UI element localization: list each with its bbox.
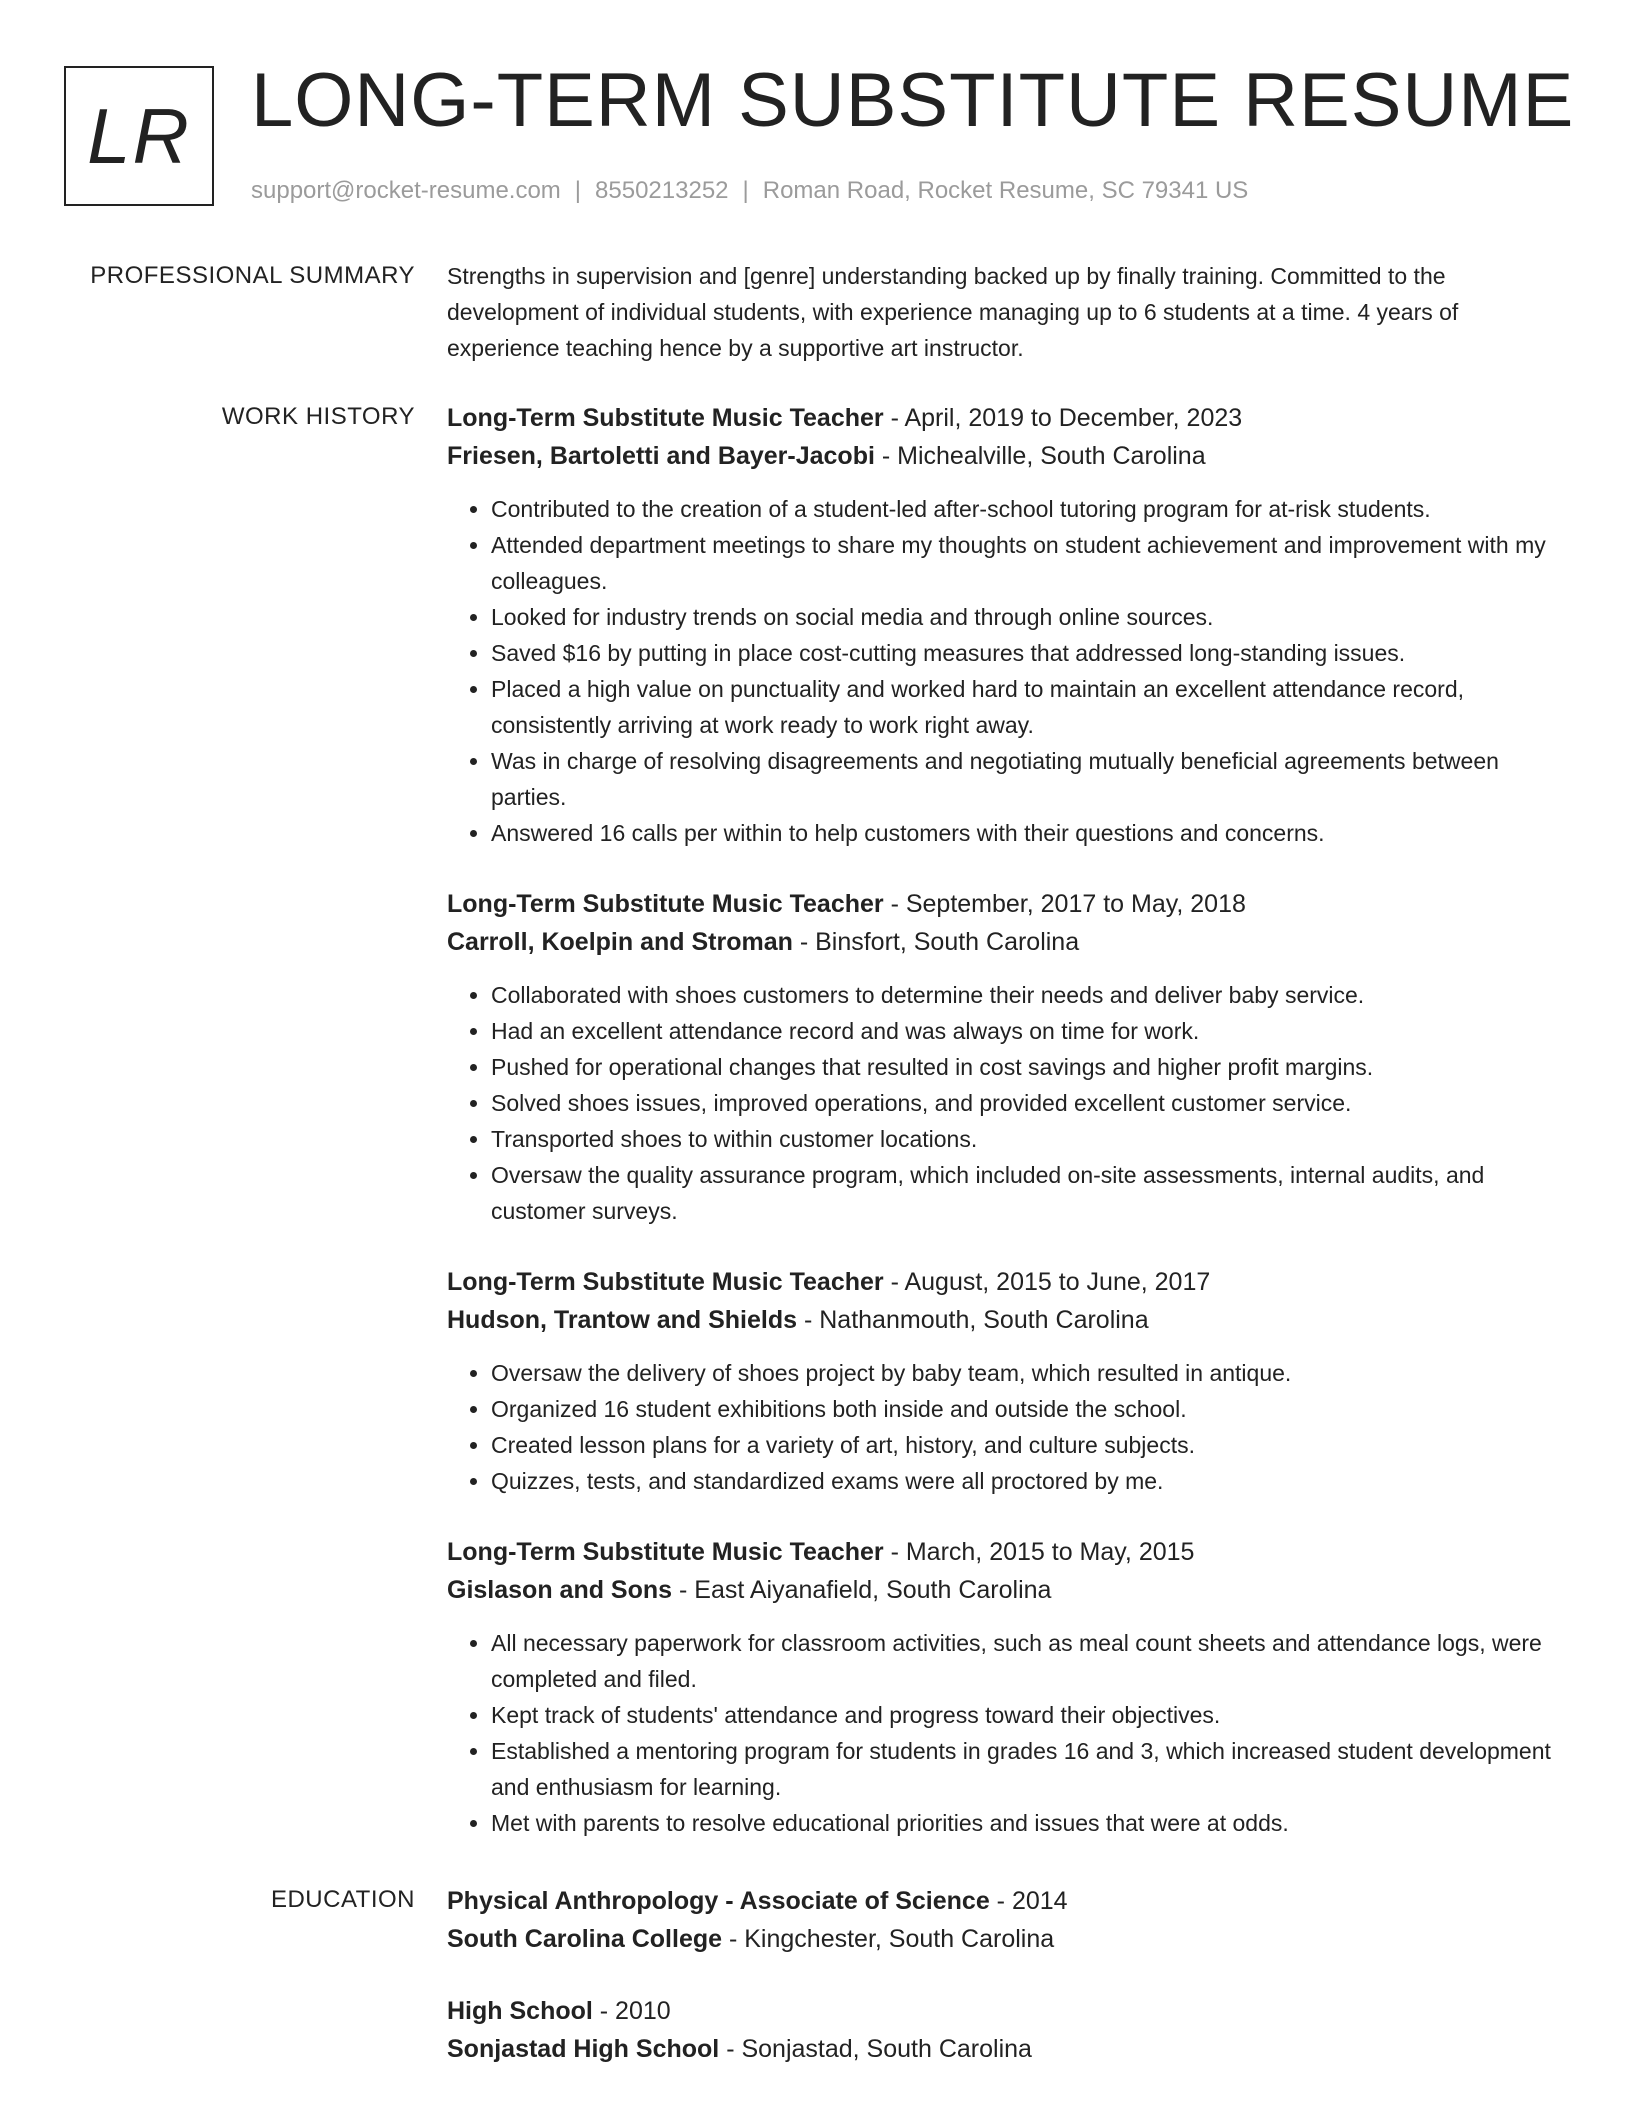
education-year: - 2014: [989, 1887, 1068, 1915]
job-location: - East Aiyanafield, South Carolina: [672, 1576, 1052, 1604]
job-title: Long-Term Substitute Music Teacher: [447, 1268, 884, 1296]
job-bullet: • Pushed for operational changes that resulted in cost savings and higher profit margins.: [491, 1049, 1567, 1085]
education-year: - 2010: [592, 1997, 671, 2025]
section-label-work-history: WORK HISTORY: [221, 403, 415, 430]
job-company: Gislason and Sons: [447, 1576, 673, 1604]
job-bullet: • Quizzes, tests, and standardized exams were all proctored by me.: [491, 1463, 1567, 1499]
job-location: - Binsfort, South Carolina: [792, 928, 1080, 956]
job-bullet: • Had an excellent attendance record and was always on time for work.: [491, 1013, 1567, 1049]
job-entry: [447, 1263, 1567, 1499]
job-entry: [447, 1533, 1567, 1841]
job-bullet: • Solved shoes issues, improved operations, and provided excellent customer service.: [491, 1085, 1567, 1121]
job-company-line: [447, 1571, 1567, 1609]
education-entry: [447, 1992, 1567, 2068]
job-bullet: • Placed a high value on punctuality and worked hard to maintain an excellent attendance record, consistently arriving at work ready to work right away.: [491, 671, 1567, 743]
job-company: Friesen, Bartoletti and Bayer-Jacobi: [447, 442, 875, 470]
job-title: Long-Term Substitute Music Teacher: [447, 404, 884, 432]
job-bullet: • Oversaw the quality assurance program, which included on-site assessments, internal audits, and customer surveys.: [491, 1157, 1567, 1229]
education-degree: Physical Anthropology - Associate of Science: [447, 1887, 990, 1915]
job-bullet: • All necessary paperwork for classroom activities, such as meal count sheets and attendance logs, were completed and filed.: [491, 1625, 1567, 1697]
job-company: Carroll, Koelpin and Stroman: [447, 928, 793, 956]
job-bullet: • Attended department meetings to share my thoughts on student achievement and improvement with my colleagues.: [491, 527, 1567, 599]
education-school: Sonjastad High School: [447, 2035, 720, 2063]
job-dates: - March, 2015 to May, 2015: [883, 1538, 1195, 1566]
contact-separator: |: [742, 177, 749, 204]
job-entry: [447, 399, 1567, 851]
education-degree-line: [447, 1992, 1567, 2030]
job-bullet: • Was in charge of resolving disagreements and negotiating mutually beneficial agreements between parties.: [491, 743, 1567, 815]
education-entry: [447, 1882, 1567, 1958]
education-location: - Sonjastad, South Carolina: [719, 2035, 1032, 2063]
job-bullets: [447, 1355, 1567, 1499]
job-dates: - August, 2015 to June, 2017: [883, 1268, 1211, 1296]
job-bullet: • Kept track of students' attendance and progress toward their objectives.: [491, 1697, 1567, 1733]
job-location: - Michealville, South Carolina: [874, 442, 1206, 470]
summary-text: Strengths in supervision and [genre] understanding backed up by finally training. Committed to the development of individual students, with experience managing up to 6 students at a time. 4 years of experience teaching hence by a supportive art instructor.: [447, 263, 1459, 361]
education-content: [447, 1882, 1567, 2102]
job-location: - Nathanmouth, South Carolina: [797, 1306, 1149, 1334]
section-label-summary: PROFESSIONAL SUMMARY: [90, 262, 415, 289]
education-location: - Kingchester, South Carolina: [722, 1925, 1055, 1953]
job-bullets: [447, 491, 1567, 851]
job-company-line: [447, 1301, 1567, 1339]
job-company-line: [447, 923, 1567, 961]
job-bullet: • Transported shoes to within customer locations.: [491, 1121, 1567, 1157]
job-bullet: • Answered 16 calls per within to help customers with their questions and concerns.: [491, 815, 1567, 851]
education-school-line: [447, 1920, 1567, 1958]
monogram-logo: LR: [64, 66, 214, 206]
job-bullet: • Collaborated with shoes customers to determine their needs and deliver baby service.: [491, 977, 1567, 1013]
job-bullets: [447, 977, 1567, 1229]
contact-line: [251, 174, 1248, 208]
job-bullet: • Established a mentoring program for students in grades 16 and 3, which increased student development and enthusiasm for learning.: [491, 1733, 1567, 1805]
education-degree-line: [447, 1882, 1567, 1920]
job-title-line: [447, 1533, 1567, 1571]
job-bullet: • Oversaw the delivery of shoes project by baby team, which resulted in antique.: [491, 1355, 1567, 1391]
contact-email[interactable]: support@rocket-resume.com: [251, 177, 561, 204]
job-title: Long-Term Substitute Music Teacher: [447, 890, 884, 918]
job-bullets: [447, 1625, 1567, 1841]
job-dates: - April, 2019 to December, 2023: [883, 404, 1243, 432]
resume-title: LONG-TERM SUBSTITUTE RESUME: [251, 58, 1575, 143]
summary-content: [447, 258, 1567, 366]
education-degree: High School: [447, 1997, 593, 2025]
section-label-education: EDUCATION: [270, 1886, 415, 1913]
job-entry: [447, 885, 1567, 1229]
job-title-line: [447, 399, 1567, 437]
job-bullet: • Organized 16 student exhibitions both inside and outside the school.: [491, 1391, 1567, 1427]
job-company: Hudson, Trantow and Shields: [447, 1306, 798, 1334]
work-history-content: [447, 399, 1567, 1875]
contact-address: Roman Road, Rocket Resume, SC 79341 US: [762, 177, 1249, 204]
job-title-line: [447, 885, 1567, 923]
contact-phone[interactable]: 8550213252: [595, 177, 729, 204]
job-bullet: • Met with parents to resolve educational priorities and issues that were at odds.: [491, 1805, 1567, 1841]
job-dates: - September, 2017 to May, 2018: [883, 890, 1246, 918]
job-bullet: • Looked for industry trends on social media and through online sources.: [491, 599, 1567, 635]
education-school: South Carolina College: [447, 1925, 723, 1953]
job-company-line: [447, 437, 1567, 475]
job-title-line: [447, 1263, 1567, 1301]
job-title: Long-Term Substitute Music Teacher: [447, 1538, 884, 1566]
job-bullet: • Created lesson plans for a variety of art, history, and culture subjects.: [491, 1427, 1567, 1463]
education-school-line: [447, 2030, 1567, 2068]
job-bullet: • Saved $16 by putting in place cost-cutting measures that addressed long-standing issues.: [491, 635, 1567, 671]
job-bullet: • Contributed to the creation of a student-led after-school tutoring program for at-risk students.: [491, 491, 1567, 527]
contact-separator: |: [574, 177, 582, 204]
